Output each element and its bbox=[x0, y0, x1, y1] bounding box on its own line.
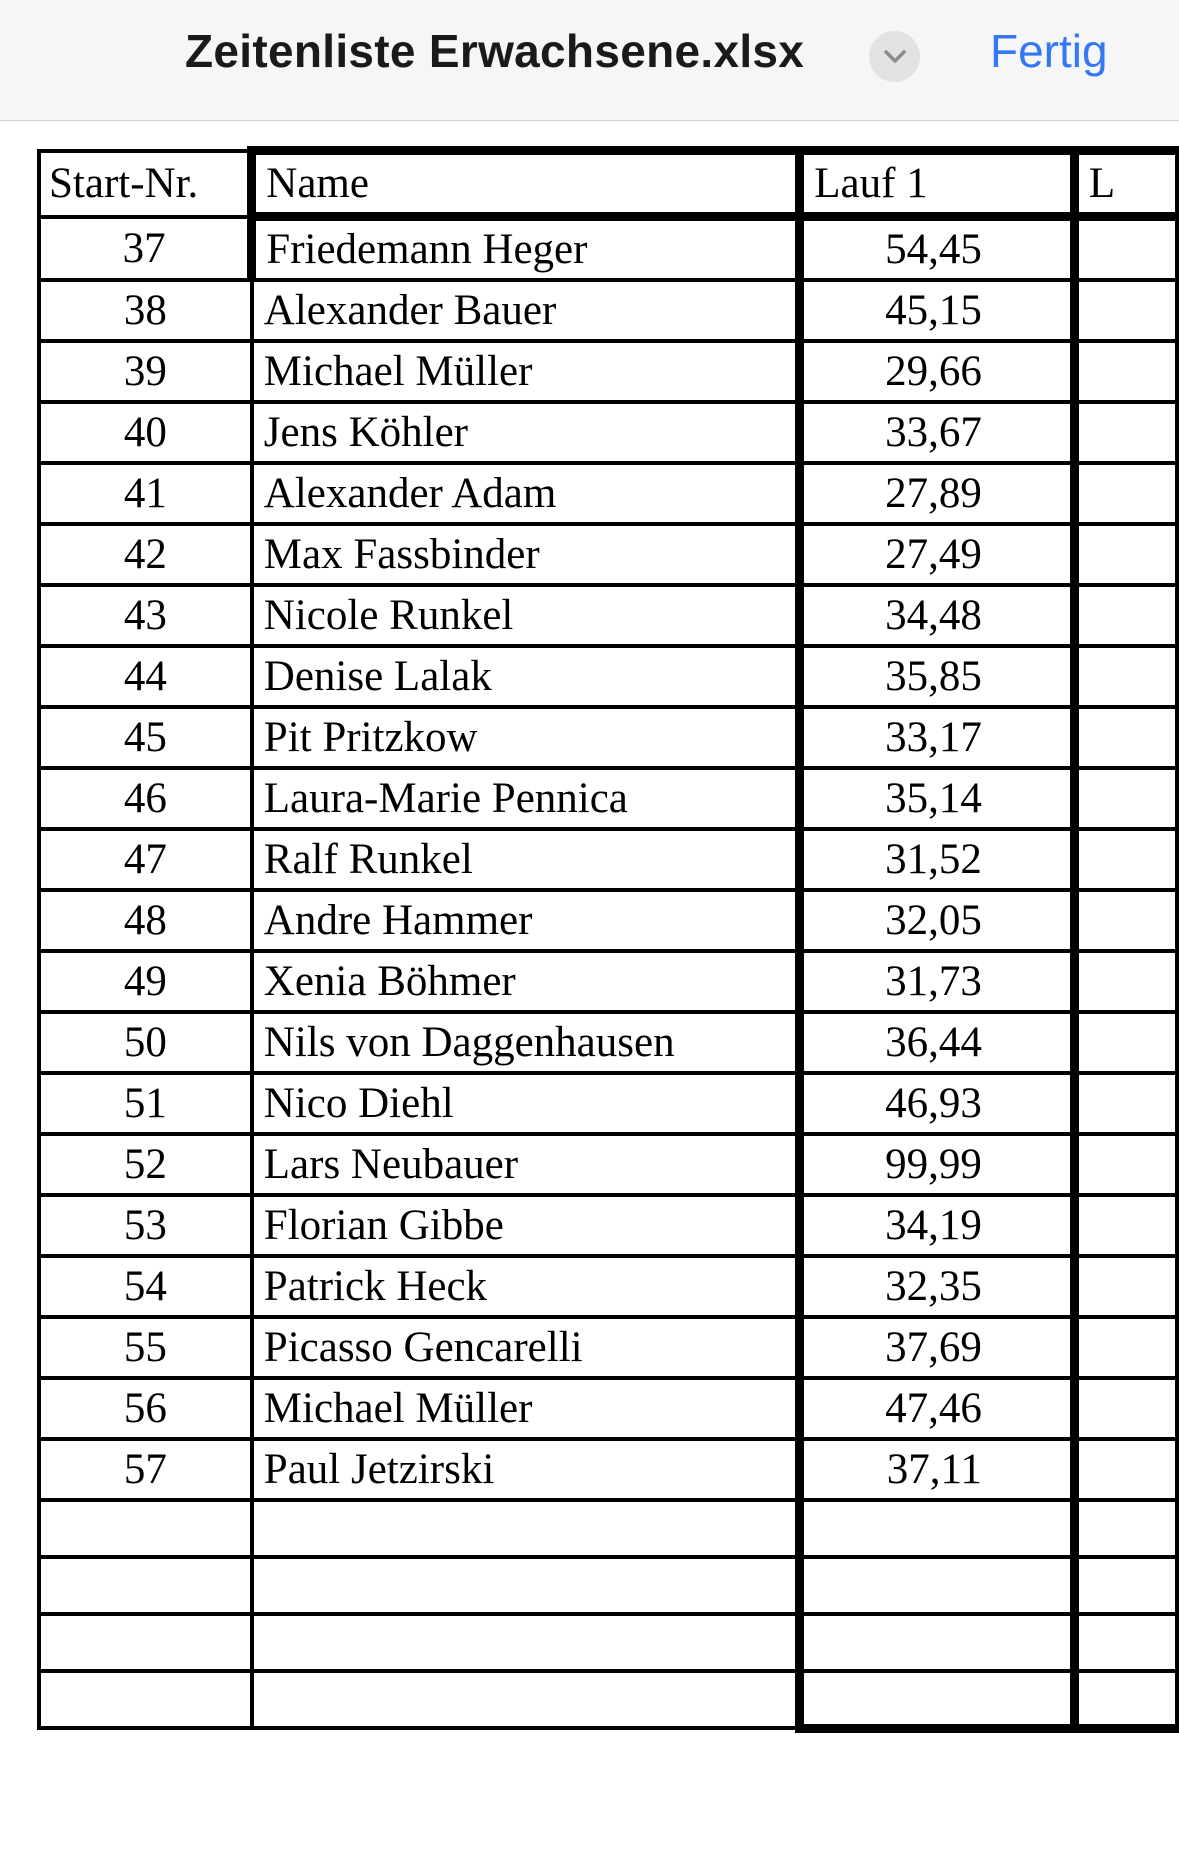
table-row bbox=[39, 280, 1177, 341]
cell-start-nr[interactable]: 43 bbox=[39, 585, 252, 646]
cell-lauf-1[interactable]: 99,99 bbox=[800, 1134, 1075, 1195]
table-row bbox=[39, 1614, 1177, 1671]
cell-name[interactable]: Nicole Runkel bbox=[252, 585, 800, 646]
cell-name[interactable]: Andre Hammer bbox=[252, 890, 800, 951]
cell-lauf-1[interactable]: 31,52 bbox=[800, 829, 1075, 890]
cell-lauf-2[interactable] bbox=[1074, 524, 1177, 585]
cell-lauf-1[interactable]: 54,45 bbox=[800, 217, 1075, 281]
cell-lauf-1[interactable]: 46,93 bbox=[800, 1073, 1075, 1134]
cell-name[interactable]: Nils von Daggenhausen bbox=[252, 1012, 800, 1073]
cell-name[interactable]: Alexander Adam bbox=[252, 463, 800, 524]
cell-name[interactable]: Xenia Böhmer bbox=[252, 951, 800, 1012]
cell-start-nr[interactable]: 41 bbox=[39, 463, 252, 524]
table-row bbox=[39, 1134, 1177, 1195]
cell-start-nr[interactable]: 47 bbox=[39, 829, 252, 890]
cell-start-nr[interactable]: 56 bbox=[39, 1378, 252, 1439]
cell-lauf-1[interactable]: 34,48 bbox=[800, 585, 1075, 646]
table-row bbox=[39, 890, 1177, 951]
cell-start-nr[interactable]: 45 bbox=[39, 707, 252, 768]
table-row bbox=[39, 1439, 1177, 1500]
cell-lauf-1[interactable]: 33,67 bbox=[800, 402, 1075, 463]
table-row bbox=[39, 829, 1177, 890]
cell-lauf-2[interactable] bbox=[1074, 1614, 1177, 1671]
cell-lauf-2[interactable] bbox=[1074, 1073, 1177, 1134]
cell-start-nr[interactable]: 46 bbox=[39, 768, 252, 829]
cell-lauf-2[interactable] bbox=[1074, 341, 1177, 402]
cell-lauf-2[interactable] bbox=[1074, 646, 1177, 707]
cell-start-nr[interactable]: 53 bbox=[39, 1195, 252, 1256]
cell-start-nr[interactable] bbox=[39, 1614, 252, 1671]
cell-lauf-2[interactable] bbox=[1074, 1317, 1177, 1378]
column-header-name: Name bbox=[252, 151, 800, 217]
cell-lauf-2[interactable] bbox=[1074, 1439, 1177, 1500]
cell-name[interactable]: Laura-Marie Pennica bbox=[252, 768, 800, 829]
cell-name[interactable]: Alexander Bauer bbox=[252, 280, 800, 341]
table-row bbox=[39, 585, 1177, 646]
cell-lauf-1[interactable] bbox=[800, 1557, 1075, 1614]
cell-name[interactable] bbox=[252, 1614, 800, 1671]
cell-name[interactable]: Jens Köhler bbox=[252, 402, 800, 463]
cell-start-nr[interactable]: 39 bbox=[39, 341, 252, 402]
table-row bbox=[39, 1256, 1177, 1317]
cell-name[interactable]: Michael Müller bbox=[252, 341, 800, 402]
table-row bbox=[39, 768, 1177, 829]
cell-lauf-1[interactable]: 33,17 bbox=[800, 707, 1075, 768]
cell-start-nr[interactable]: 38 bbox=[39, 280, 252, 341]
cell-lauf-1[interactable]: 32,35 bbox=[800, 1256, 1075, 1317]
cell-start-nr[interactable]: 40 bbox=[39, 402, 252, 463]
cell-lauf-1[interactable]: 36,44 bbox=[800, 1012, 1075, 1073]
cell-name[interactable]: Patrick Heck bbox=[252, 1256, 800, 1317]
cell-start-nr[interactable] bbox=[39, 1500, 252, 1557]
cell-lauf-1[interactable]: 31,73 bbox=[800, 951, 1075, 1012]
cell-lauf-1[interactable]: 34,19 bbox=[800, 1195, 1075, 1256]
cell-name[interactable]: Lars Neubauer bbox=[252, 1134, 800, 1195]
cell-lauf-2[interactable] bbox=[1074, 768, 1177, 829]
cell-name[interactable]: Michael Müller bbox=[252, 1378, 800, 1439]
table-row bbox=[39, 951, 1177, 1012]
table-row bbox=[39, 341, 1177, 402]
cell-lauf-1[interactable]: 45,15 bbox=[800, 280, 1075, 341]
cell-start-nr[interactable]: 44 bbox=[39, 646, 252, 707]
table-row bbox=[39, 1557, 1177, 1614]
cell-lauf-2[interactable] bbox=[1074, 1500, 1177, 1557]
cell-name[interactable]: Pit Pritzkow bbox=[252, 707, 800, 768]
cell-lauf-1[interactable]: 35,85 bbox=[800, 646, 1075, 707]
cell-name[interactable] bbox=[252, 1671, 800, 1728]
cell-lauf-2[interactable] bbox=[1074, 585, 1177, 646]
cell-name[interactable]: Paul Jetzirski bbox=[252, 1439, 800, 1500]
table-header-row bbox=[39, 151, 1177, 217]
cell-name[interactable]: Max Fassbinder bbox=[252, 524, 800, 585]
cell-lauf-1[interactable] bbox=[800, 1500, 1075, 1557]
cell-start-nr[interactable] bbox=[39, 1671, 252, 1728]
table-row bbox=[39, 1671, 1177, 1728]
cell-start-nr[interactable]: 48 bbox=[39, 890, 252, 951]
cell-lauf-2[interactable] bbox=[1074, 890, 1177, 951]
cell-lauf-2[interactable] bbox=[1074, 463, 1177, 524]
table-row bbox=[39, 1073, 1177, 1134]
cell-lauf-2[interactable] bbox=[1074, 1557, 1177, 1614]
spreadsheet-view[interactable] bbox=[0, 121, 1179, 1856]
cell-start-nr[interactable]: 42 bbox=[39, 524, 252, 585]
table-row bbox=[39, 463, 1177, 524]
cell-name[interactable]: Nico Diehl bbox=[252, 1073, 800, 1134]
cell-start-nr[interactable]: 50 bbox=[39, 1012, 252, 1073]
cell-lauf-2[interactable] bbox=[1074, 1195, 1177, 1256]
table-row bbox=[39, 217, 1177, 281]
cell-lauf-1[interactable]: 37,69 bbox=[800, 1317, 1075, 1378]
cell-name[interactable]: Denise Lalak bbox=[252, 646, 800, 707]
cell-lauf-2[interactable] bbox=[1074, 1378, 1177, 1439]
cell-start-nr[interactable]: 51 bbox=[39, 1073, 252, 1134]
table-row bbox=[39, 524, 1177, 585]
cell-lauf-1[interactable] bbox=[800, 1614, 1075, 1671]
cell-lauf-1[interactable]: 29,66 bbox=[800, 341, 1075, 402]
cell-name[interactable] bbox=[252, 1557, 800, 1614]
table-row bbox=[39, 1317, 1177, 1378]
cell-lauf-2[interactable] bbox=[1074, 829, 1177, 890]
file-options-button[interactable] bbox=[869, 31, 920, 82]
done-button[interactable]: Fertig bbox=[990, 25, 1108, 77]
preview-header bbox=[0, 0, 1179, 121]
column-header-lauf-1: Lauf 1 bbox=[800, 151, 1075, 217]
cell-lauf-2[interactable] bbox=[1074, 1256, 1177, 1317]
table-row bbox=[39, 1378, 1177, 1439]
chevron-down-icon bbox=[884, 50, 906, 64]
cell-lauf-2[interactable] bbox=[1074, 217, 1177, 281]
cell-lauf-2[interactable] bbox=[1074, 1012, 1177, 1073]
cell-start-nr[interactable]: 55 bbox=[39, 1317, 252, 1378]
table-row bbox=[39, 707, 1177, 768]
cell-lauf-2[interactable] bbox=[1074, 1671, 1177, 1728]
column-header-start-nr: Start-Nr. bbox=[39, 151, 252, 217]
cell-lauf-2[interactable] bbox=[1074, 951, 1177, 1012]
cell-lauf-1[interactable]: 27,89 bbox=[800, 463, 1075, 524]
cell-lauf-1[interactable]: 37,11 bbox=[800, 1439, 1075, 1500]
cell-start-nr[interactable]: 37 bbox=[39, 217, 252, 281]
cell-lauf-2[interactable] bbox=[1074, 402, 1177, 463]
cell-lauf-1[interactable] bbox=[800, 1671, 1075, 1728]
cell-lauf-2[interactable] bbox=[1074, 1134, 1177, 1195]
cell-start-nr[interactable]: 54 bbox=[39, 1256, 252, 1317]
cell-lauf-1[interactable]: 47,46 bbox=[800, 1378, 1075, 1439]
table-row bbox=[39, 1195, 1177, 1256]
cell-name[interactable]: Ralf Runkel bbox=[252, 829, 800, 890]
table-row bbox=[39, 402, 1177, 463]
cell-lauf-1[interactable]: 27,49 bbox=[800, 524, 1075, 585]
cell-name[interactable]: Florian Gibbe bbox=[252, 1195, 800, 1256]
column-header-lauf-2: L bbox=[1074, 151, 1177, 217]
cell-name[interactable]: Friedemann Heger bbox=[252, 217, 800, 281]
cell-lauf-2[interactable] bbox=[1074, 707, 1177, 768]
cell-start-nr[interactable] bbox=[39, 1557, 252, 1614]
table-row bbox=[39, 646, 1177, 707]
table-row bbox=[39, 1500, 1177, 1557]
cell-name[interactable] bbox=[252, 1500, 800, 1557]
cell-start-nr[interactable]: 52 bbox=[39, 1134, 252, 1195]
cell-lauf-2[interactable] bbox=[1074, 280, 1177, 341]
file-title: Zeitenliste Erwachsene.xlsx bbox=[185, 25, 805, 77]
table-row bbox=[39, 1012, 1177, 1073]
cell-start-nr[interactable]: 49 bbox=[39, 951, 252, 1012]
cell-name[interactable]: Picasso Gencarelli bbox=[252, 1317, 800, 1378]
cell-lauf-1[interactable]: 32,05 bbox=[800, 890, 1075, 951]
cell-lauf-1[interactable]: 35,14 bbox=[800, 768, 1075, 829]
times-table bbox=[37, 146, 1179, 1733]
cell-start-nr[interactable]: 57 bbox=[39, 1439, 252, 1500]
